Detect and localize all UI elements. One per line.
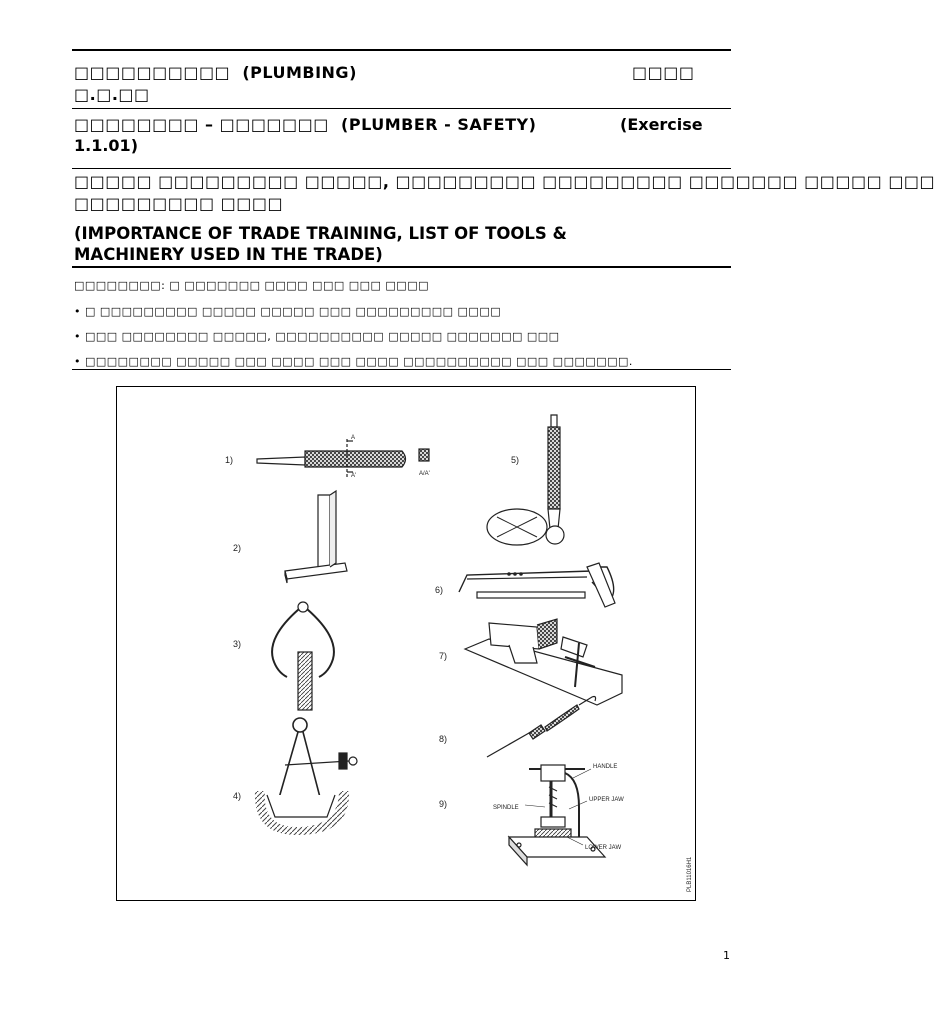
tools-figure: [116, 386, 696, 901]
figure-ref-code: PLB11016H1: [687, 856, 693, 892]
figure-number-2: 2): [233, 543, 242, 553]
figure-number-6: 6): [435, 585, 444, 595]
clamp-label-upper-jaw: UPPER JAW: [589, 797, 624, 803]
file-label-a: A: [351, 435, 356, 441]
calipers-tool: [272, 602, 334, 710]
scriber-tool: [487, 697, 596, 758]
file-label-a-prime: A': [351, 473, 357, 479]
figure-number-1: 1): [225, 455, 234, 465]
file-tool: [257, 439, 429, 477]
section-name: □□□□□□□□ – □□□□□□□ (PLUMBER - SAFETY): [74, 115, 537, 134]
clamp-label-handle: HANDLE: [593, 764, 618, 770]
objective-bullet-2: • □□□ □□□□□□□□ □□□□□, □□□□□□□□□□ □□□□□ □□□□□□□ □□□: [74, 330, 560, 343]
tools-illustration: [117, 387, 695, 900]
dividers-tool: [255, 718, 357, 835]
exercise-label: (Exercise: [620, 115, 703, 134]
clamp-label-spindle: SPINDLE: [493, 805, 519, 811]
objective-bullet-1: • □ □□□□□□□□□ □□□□□ □□□□□ □□□ □□□□□□□□□ □□□□: [74, 305, 502, 318]
top-rule: [72, 49, 731, 51]
try-square-tool: [285, 491, 347, 583]
header-rule-2: [72, 168, 731, 169]
page-number: 1: [723, 949, 730, 962]
title-local-line-2: □□□□□□□□□ □□□□: [74, 194, 284, 213]
clamp-label-lower-jaw: LOWER JAW: [585, 845, 622, 851]
figure-number-3: 3): [233, 639, 242, 649]
objective-bullet-3: • □□□□□□□□ □□□□□ □□□ □□□□ □□□ □□□□ □□□□□□□□□□ □□□ □□□□□□□.: [74, 355, 633, 368]
objectives-rule: [72, 369, 731, 370]
trade-code: □.□.□□: [74, 85, 150, 104]
hacksaw-tool: [459, 563, 615, 607]
exercise-number: 1.1.01): [74, 136, 138, 155]
figure-number-8: 8): [439, 734, 448, 744]
bench-vice-tool: [465, 619, 622, 705]
figure-number-4: 4): [233, 791, 242, 801]
title-english-line-1: (IMPORTANCE OF TRADE TRAINING, LIST OF TOOLS &: [74, 224, 567, 243]
figure-number-9: 9): [439, 799, 448, 809]
header-rule-1: [72, 108, 731, 109]
file-label-section: A/A': [419, 471, 430, 477]
title-local-line-1: □□□□□ □□□□□□□□□ □□□□□, □□□□□□□□□ □□□□□□□□□ □□□□□□□ □□□□□ □□□: [74, 172, 935, 191]
figure-number-5: 5): [511, 455, 520, 465]
objectives-intro: □□□□□□□□: □ □□□□□□□ □□□□ □□□ □□□ □□□□: [74, 279, 429, 292]
trade-name: □□□□□□□□□□ (PLUMBING): [74, 63, 357, 82]
figure-number-7: 7): [439, 651, 448, 661]
chisel-tool: [487, 415, 564, 545]
title-english-line-2: MACHINERY USED IN THE TRADE): [74, 245, 383, 264]
title-rule: [72, 266, 731, 268]
trade-label-right: □□□□: [632, 63, 695, 82]
